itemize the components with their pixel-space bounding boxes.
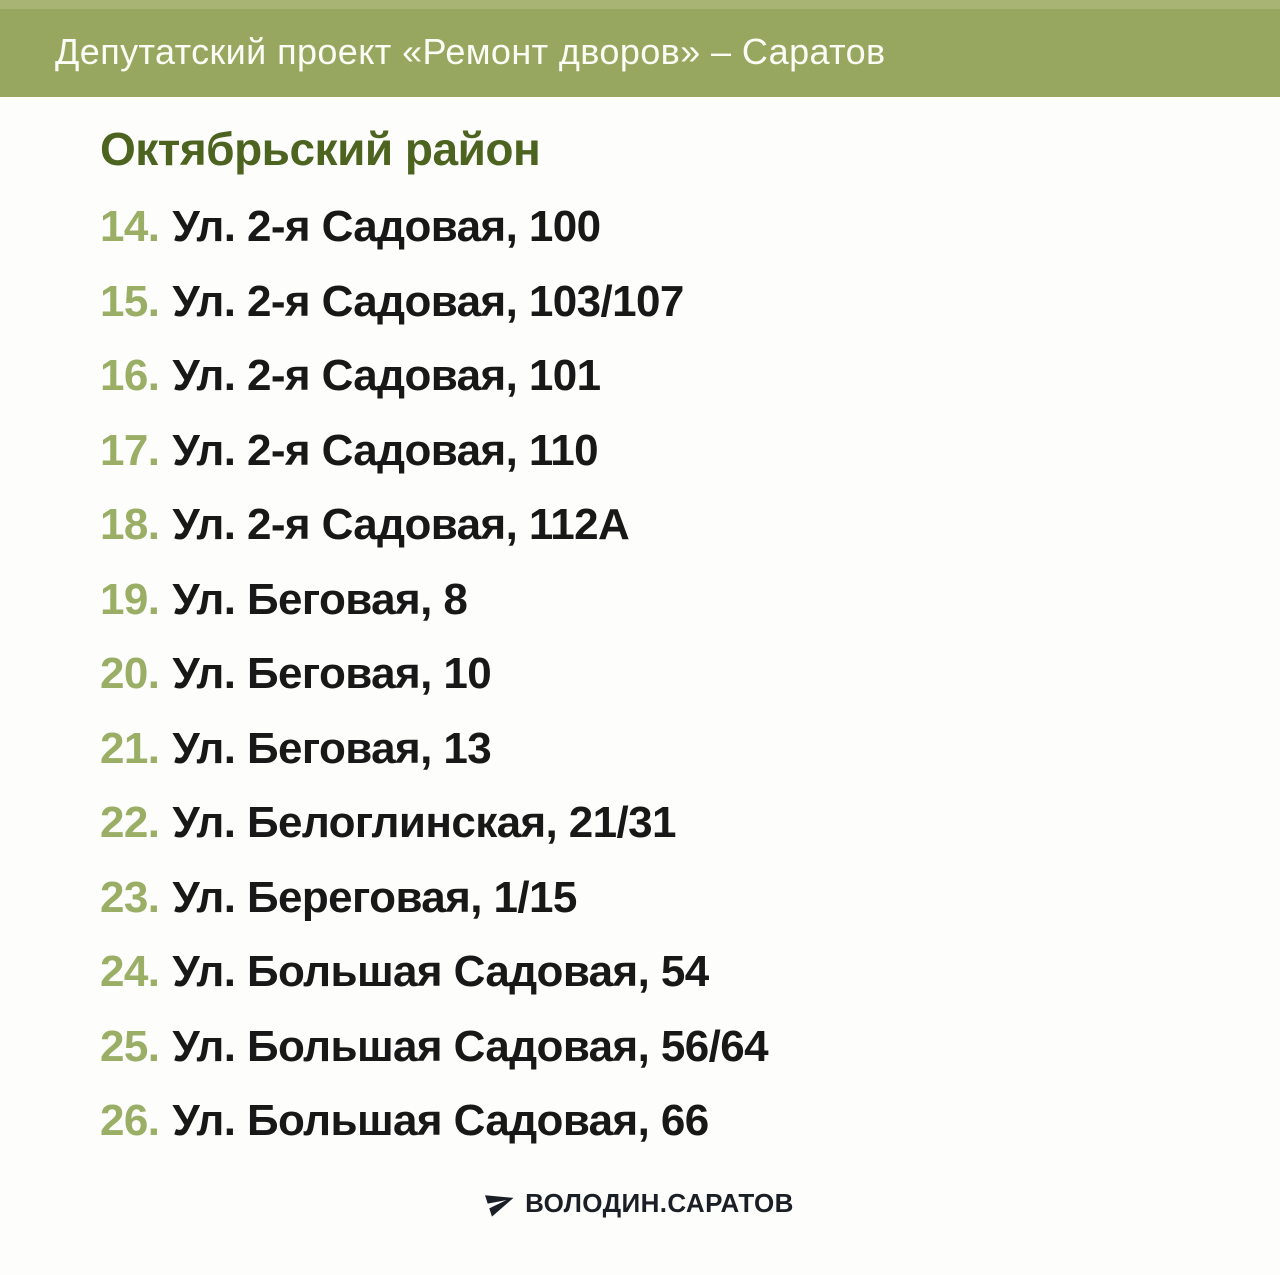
- list-item-address: Ул. Беговая, 8: [172, 574, 468, 624]
- list-item-number: 15.: [100, 276, 160, 326]
- list-item-number: 23.: [100, 872, 160, 922]
- list-item: [100, 563, 1240, 638]
- list-item: [100, 935, 1240, 1010]
- list-item-address: Ул. 2-я Садовая, 100: [172, 202, 601, 252]
- list-item-number: 16.: [100, 351, 160, 401]
- list-item: [100, 1084, 1240, 1159]
- list-item-address: Ул. 2-я Садовая, 112А: [172, 500, 630, 550]
- list-item-address: Ул. Большая Садовая, 66: [172, 1096, 709, 1146]
- header-bar: [0, 0, 1280, 97]
- list-item-number: 19.: [100, 574, 160, 624]
- list-item: [100, 414, 1240, 489]
- list-item-address: Ул. 2-я Садовая, 103/107: [172, 276, 684, 326]
- list-item: [100, 861, 1240, 936]
- paper-plane-icon: [482, 1183, 520, 1221]
- section-title: Октябрьский район: [100, 123, 541, 175]
- content: [0, 97, 1280, 1159]
- list-item: [100, 786, 1240, 861]
- list-item-address: Ул. Белоглинская, 21/31: [172, 798, 676, 848]
- list-item-number: 14.: [100, 202, 160, 252]
- address-list: [100, 190, 1240, 1159]
- list-item: [100, 488, 1240, 563]
- list-item-address: Ул. Большая Садовая, 56/64: [172, 1021, 768, 1071]
- list-item: [100, 1010, 1240, 1085]
- list-item-number: 17.: [100, 425, 160, 475]
- list-item-number: 21.: [100, 723, 160, 773]
- list-item-number: 18.: [100, 500, 160, 550]
- list-item-address: Ул. Береговая, 1/15: [172, 872, 577, 922]
- list-item: [100, 190, 1240, 265]
- list-item-address: Ул. Беговая, 13: [172, 723, 492, 773]
- list-item-address: Ул. Большая Садовая, 54: [172, 947, 709, 997]
- list-item-address: Ул. 2-я Садовая, 101: [172, 351, 601, 401]
- list-item-number: 22.: [100, 798, 160, 848]
- list-item-number: 25.: [100, 1021, 160, 1071]
- list-item-address: Ул. 2-я Садовая, 110: [172, 425, 599, 475]
- footer-brand: ВОЛОДИН.САРАТОВ: [525, 1188, 794, 1218]
- list-item-address: Ул. Беговая, 10: [172, 649, 492, 699]
- footer: [0, 1188, 1280, 1219]
- list-item: [100, 712, 1240, 787]
- list-item-number: 26.: [100, 1096, 160, 1146]
- list-item: [100, 339, 1240, 414]
- list-item-number: 24.: [100, 947, 160, 997]
- list-item-number: 20.: [100, 649, 160, 699]
- list-item: [100, 265, 1240, 340]
- list-item: [100, 637, 1240, 712]
- header-title: Депутатский проект «Ремонт дворов» – Саратов: [55, 30, 886, 72]
